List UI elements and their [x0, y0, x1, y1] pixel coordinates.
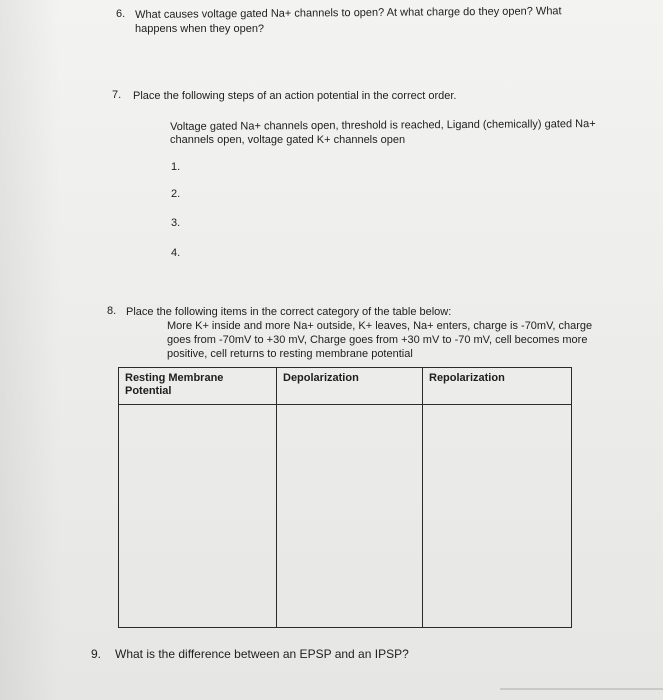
question-8-prompt: Place the following items in the correct category of the table below:	[126, 306, 452, 318]
category-table-answer-row	[119, 405, 572, 628]
question-7-blank-2: 2.	[171, 188, 181, 200]
answer-cell-depolarization[interactable]	[277, 405, 423, 628]
question-9-text: What is the difference between an EPSP and an IPSP?	[115, 647, 409, 661]
question-8-items-line-1: More K+ inside and more Na+ outside, K+ leaves, Na+ enters, charge is -70mV, charge	[167, 320, 593, 332]
question-8-items-line-2: goes from -70mV to +30 mV, Charge goes from +30 mV to -70 mV, cell becomes more	[167, 334, 588, 346]
question-7-blank-3: 3.	[171, 217, 181, 229]
page-edge-line	[500, 688, 663, 690]
category-table-header-row	[119, 368, 572, 405]
question-8-number: 8.	[107, 305, 117, 317]
question-7-blank-1: 1.	[171, 161, 181, 173]
answer-cell-resting[interactable]	[119, 405, 277, 628]
question-6-line-2: happens when they open?	[135, 23, 265, 35]
header-repolarization: Repolarization	[423, 368, 572, 405]
question-7-number: 7.	[112, 89, 122, 101]
question-7-steps-line-2: channels open, voltage gated K+ channels open	[170, 134, 406, 146]
page-shadow	[0, 0, 60, 700]
question-7-blank-4: 4.	[171, 247, 181, 259]
category-table	[118, 367, 572, 628]
question-8-items-line-3: positive, cell returns to resting membrane potential	[167, 348, 413, 360]
answer-cell-repolarization[interactable]	[423, 405, 572, 628]
header-depolarization: Depolarization	[277, 368, 423, 405]
header-resting-membrane-potential: Resting Membrane Potential	[119, 368, 277, 405]
question-7-steps-line-1: Voltage gated Na+ channels open, threshold is reached, Ligand (chemically) gated Na+	[170, 118, 596, 133]
question-9-number: 9.	[91, 647, 102, 661]
question-6-number: 6.	[116, 8, 126, 20]
question-7-prompt: Place the following steps of an action potential in the correct order.	[133, 90, 457, 102]
question-6-line-1: What causes voltage gated Na+ channels to open? At what charge do they open? What	[135, 5, 562, 21]
